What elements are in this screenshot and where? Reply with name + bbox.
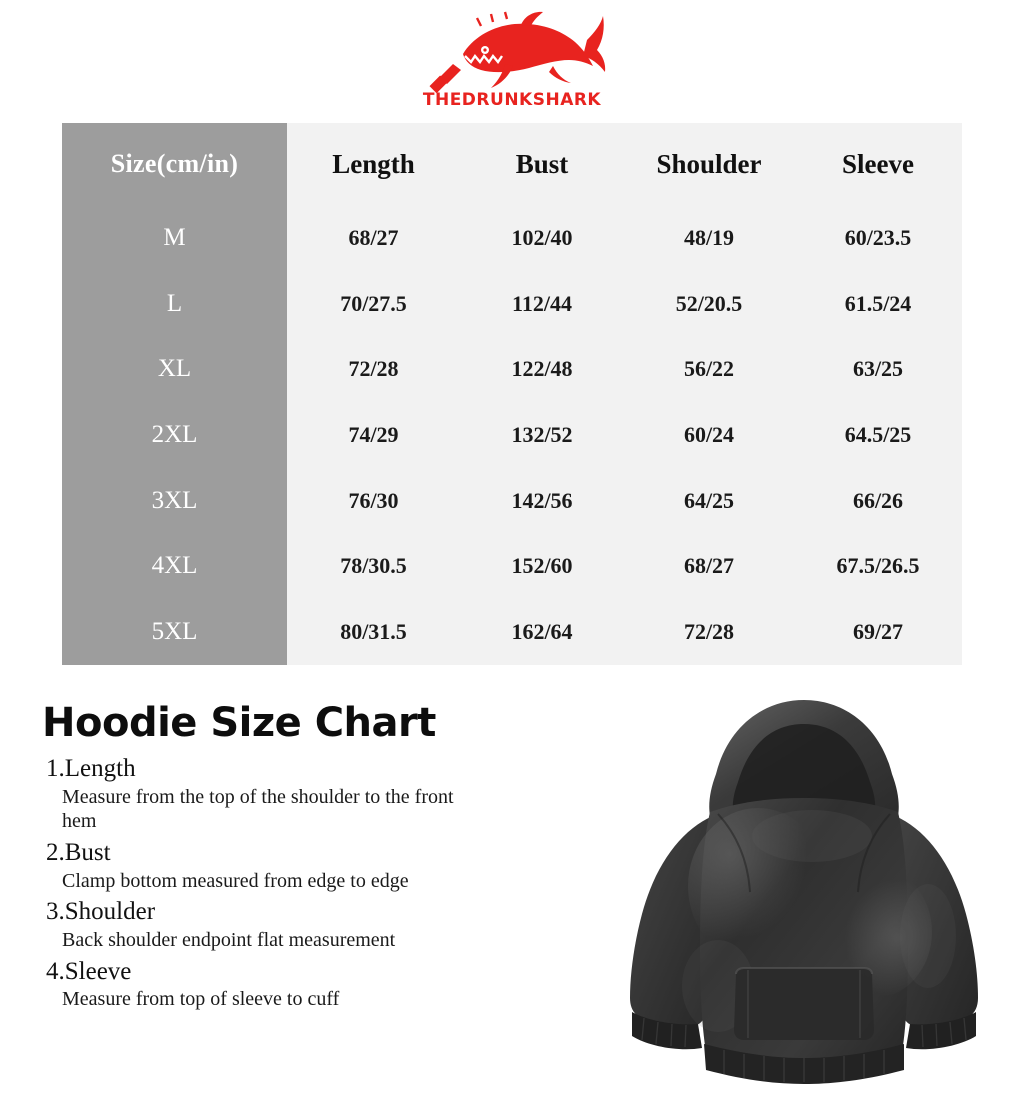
table-row xyxy=(62,468,962,534)
cell-shoulder: 68/27 xyxy=(624,534,794,600)
measurement-description: Measure from the top of the shoulder to the front hem xyxy=(62,785,454,833)
row-size-label: 5XL xyxy=(62,599,287,665)
measurement-heading: 4.Sleeve xyxy=(46,957,132,985)
shark-logo-icon xyxy=(417,10,607,96)
cell-shoulder: 52/20.5 xyxy=(624,271,794,337)
row-size-label: 3XL xyxy=(62,468,287,534)
cell-bust: 162/64 xyxy=(460,599,624,665)
cell-sleeve: 69/27 xyxy=(794,599,962,665)
cell-bust: 112/44 xyxy=(460,271,624,337)
cell-length: 68/27 xyxy=(287,205,460,271)
row-size-label: M xyxy=(62,205,287,271)
cell-shoulder: 48/19 xyxy=(624,205,794,271)
cell-length: 80/31.5 xyxy=(287,599,460,665)
cell-bust: 122/48 xyxy=(460,336,624,402)
cell-sleeve: 67.5/26.5 xyxy=(794,534,962,600)
brand-logo xyxy=(0,8,1024,116)
size-chart-table xyxy=(62,123,962,665)
cell-length: 72/28 xyxy=(287,336,460,402)
measurement-description: Measure from top of sleeve to cuff xyxy=(62,988,340,1011)
cell-length: 76/30 xyxy=(287,468,460,534)
cell-sleeve: 63/25 xyxy=(794,336,962,402)
table-row xyxy=(62,336,962,402)
row-size-label: XL xyxy=(62,336,287,402)
cell-shoulder: 72/28 xyxy=(624,599,794,665)
cell-bust: 152/60 xyxy=(460,534,624,600)
measurement-description: Back shoulder endpoint flat measurement xyxy=(62,928,396,951)
cell-shoulder: 60/24 xyxy=(624,402,794,468)
column-header-shoulder: Shoulder xyxy=(624,123,794,205)
row-size-label: 2XL xyxy=(62,402,287,468)
column-header-size: Size(cm/in) xyxy=(62,123,287,205)
table-row xyxy=(62,534,962,600)
measurement-description: Clamp bottom measured from edge to edge xyxy=(62,869,409,892)
cell-length: 70/27.5 xyxy=(287,271,460,337)
list-item xyxy=(36,897,576,952)
column-header-length: Length xyxy=(287,123,460,205)
table-row xyxy=(62,402,962,468)
table-row xyxy=(62,205,962,271)
cell-length: 74/29 xyxy=(287,402,460,468)
row-size-label: L xyxy=(62,271,287,337)
table-header-row xyxy=(62,123,962,205)
page-title: Hoodie Size Chart xyxy=(42,700,436,746)
cell-bust: 142/56 xyxy=(460,468,624,534)
cell-shoulder: 56/22 xyxy=(624,336,794,402)
table-row xyxy=(62,599,962,665)
list-item xyxy=(36,957,576,1012)
measurement-heading: 3.Shoulder xyxy=(46,898,156,926)
cell-sleeve: 66/26 xyxy=(794,468,962,534)
hoodie-illustration xyxy=(598,686,1010,1098)
cell-shoulder: 64/25 xyxy=(624,468,794,534)
row-size-label: 4XL xyxy=(62,534,287,600)
column-header-sleeve: Sleeve xyxy=(794,123,962,205)
measurement-heading: 2.Bust xyxy=(46,839,111,867)
cell-length: 78/30.5 xyxy=(287,534,460,600)
cell-sleeve: 60/23.5 xyxy=(794,205,962,271)
table-row xyxy=(62,271,962,337)
list-item xyxy=(36,754,576,834)
measurement-heading: 1.Length xyxy=(46,755,136,782)
cell-bust: 132/52 xyxy=(460,402,624,468)
cell-sleeve: 64.5/25 xyxy=(794,402,962,468)
cell-bust: 102/40 xyxy=(460,205,624,271)
measurement-guide xyxy=(36,700,576,1016)
brand-wordmark: THEDRUNKSHARK xyxy=(422,90,602,110)
column-header-bust: Bust xyxy=(460,123,624,205)
list-item xyxy=(36,838,576,893)
cell-sleeve: 61.5/24 xyxy=(794,271,962,337)
